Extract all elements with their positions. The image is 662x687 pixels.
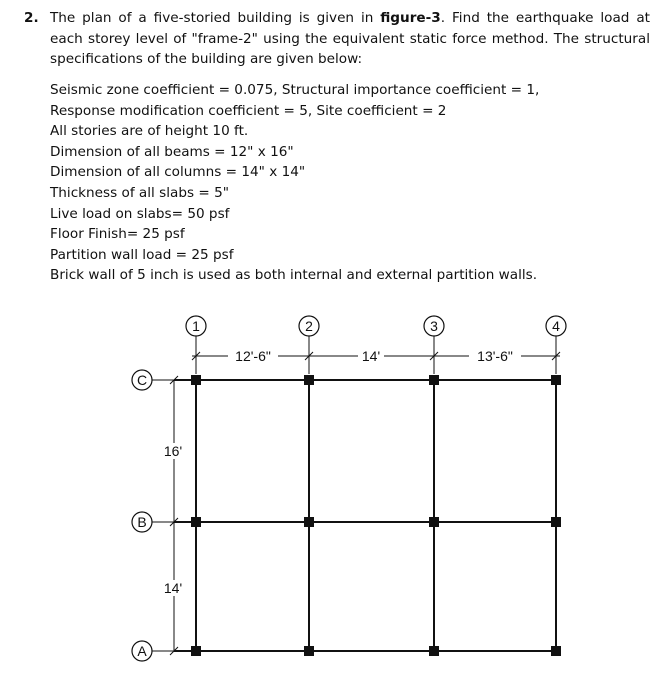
spec-column-dimension: Dimension of all columns = 14" x 14" xyxy=(50,164,306,181)
span-label-3-4: 13'-6" xyxy=(477,348,513,364)
column-b2 xyxy=(304,517,314,527)
span-label-c-b: 16' xyxy=(163,443,183,459)
spec-seismic-zone: Seismic zone coefficient = 0.075, Structural importance coefficient = 1, xyxy=(50,82,540,98)
column-b3 xyxy=(429,517,439,527)
dimension-labels xyxy=(162,348,521,596)
column-b4 xyxy=(551,517,561,527)
spec-beam-dimension: Dimension of all beams = 12" x 16" xyxy=(50,143,294,160)
bubble-b-label: B xyxy=(137,514,147,530)
intro-text-end: . Find the earthquake load at each storey level of "frame-2" using the equivalent static force method. The structural specifications of the building are given below: xyxy=(50,10,650,68)
column-marks xyxy=(191,375,561,656)
frame-grid xyxy=(174,380,556,651)
spec-brick-wall: Brick wall of 5 inch is used as both internal and external partition walls. xyxy=(50,267,538,284)
spec-floor-finish: Floor Finish= 25 psf xyxy=(50,226,185,243)
bubble-1-label: 1 xyxy=(192,318,200,334)
bubble-3-label: 3 xyxy=(430,318,438,334)
spec-live-load: Live load on slabs= 50 psf xyxy=(50,205,230,222)
column-a1 xyxy=(191,646,201,656)
row-bubbles xyxy=(132,370,152,661)
span-label-b-a: 14' xyxy=(163,580,183,596)
bubble-leaders xyxy=(152,336,556,651)
column-bubbles xyxy=(186,316,566,336)
bubble-c-label: C xyxy=(136,372,148,388)
bubble-4-label: 4 xyxy=(552,318,560,334)
column-a2 xyxy=(304,646,314,656)
spec-partition-load: Partition wall load = 25 psf xyxy=(50,246,234,263)
column-a4 xyxy=(551,646,561,656)
spec-storey-height: All stories are of height 10 ft. xyxy=(50,123,249,140)
spec-slab-thickness: Thickness of all slabs = 5" xyxy=(50,184,229,201)
column-b1 xyxy=(191,517,201,527)
column-a3 xyxy=(429,646,439,656)
spec-response-modification: Response modification coefficient = 5, Site coefficient = 2 xyxy=(50,102,447,119)
column-c1 xyxy=(191,375,201,385)
span-label-1-2: 12'-6" xyxy=(235,348,271,364)
figure-reference: figure-3 xyxy=(380,10,441,26)
intro-text-start: The plan of a five-storied building is given in xyxy=(50,10,381,26)
dimension-lines xyxy=(170,352,560,655)
column-c3 xyxy=(429,375,439,385)
question-number: 2. xyxy=(24,10,39,26)
column-c4 xyxy=(551,375,561,385)
bubble-2-label: 2 xyxy=(305,318,313,334)
column-c2 xyxy=(304,375,314,385)
span-label-2-3: 14' xyxy=(361,348,381,364)
bubble-a-label: A xyxy=(137,643,147,659)
